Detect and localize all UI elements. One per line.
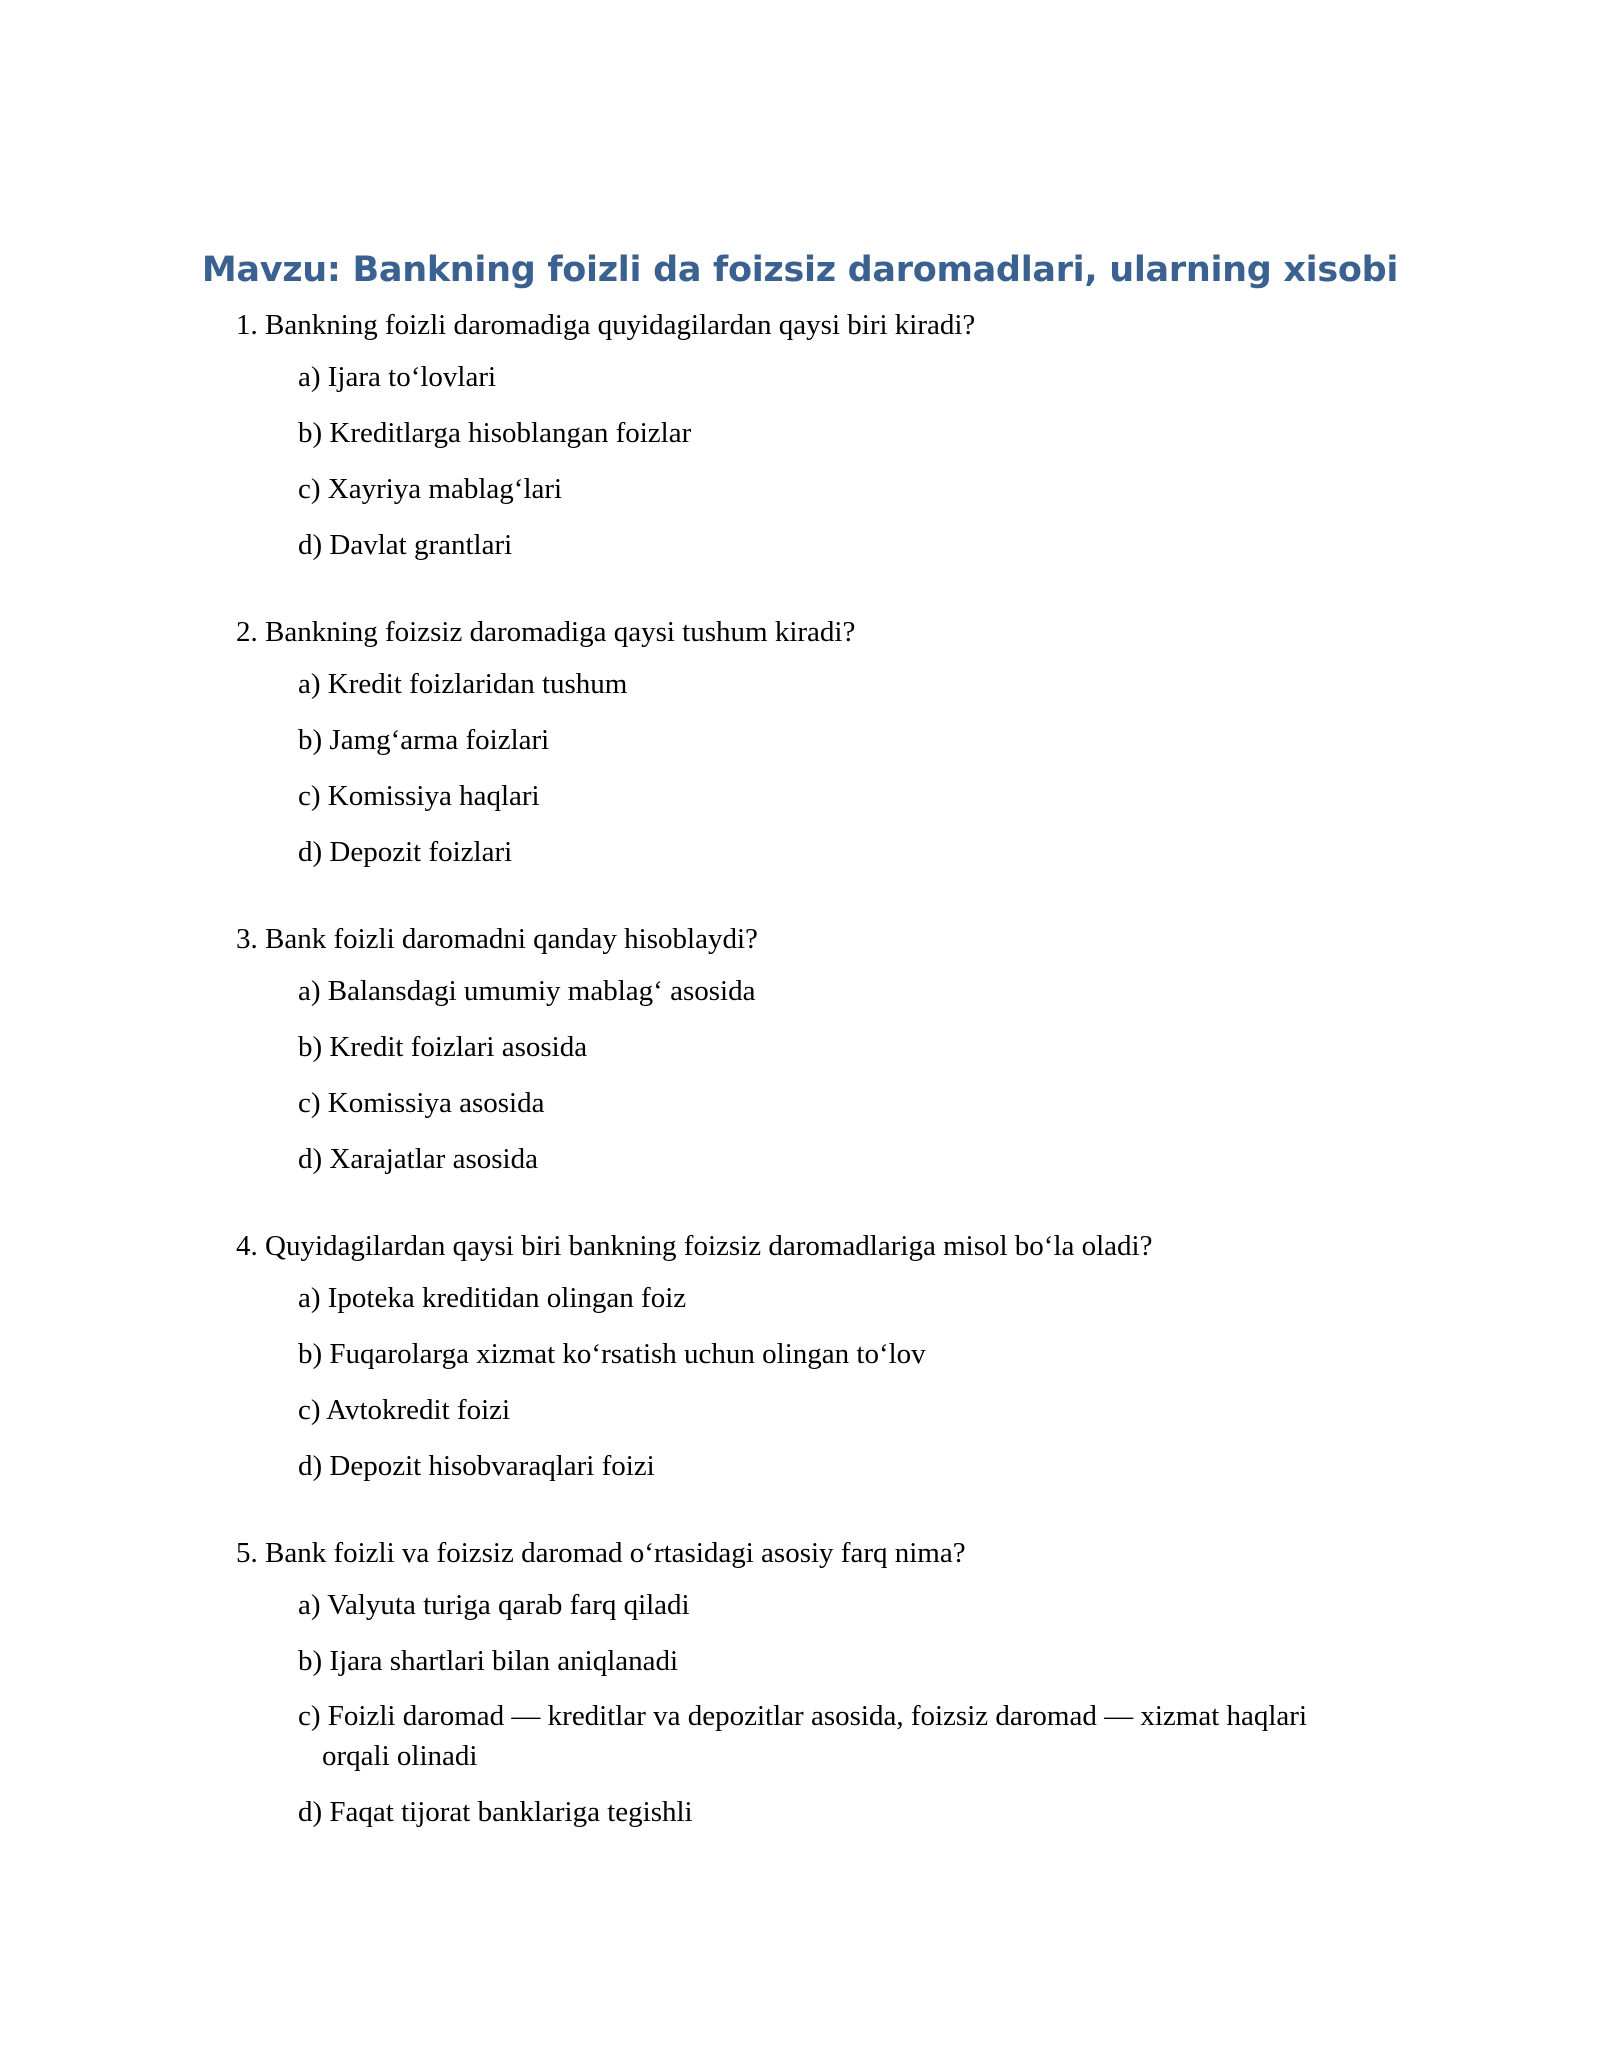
document-title: Mavzu: Bankning foizli da foizsiz daromadlari, ularning xisobi xyxy=(201,250,1399,290)
answer-option: d) Depozit hisobvaraqlari foizi xyxy=(298,1449,655,1482)
answer-option: c) Komissiya haqlari xyxy=(298,779,540,812)
answer-option: d) Depozit foizlari xyxy=(298,835,513,868)
answer-option: b) Fuqarolarga xizmat ko‘rsatish uchun olingan to‘lov xyxy=(298,1337,926,1370)
question-item xyxy=(236,308,1366,566)
answer-option: b) Kredit foizlari asosida xyxy=(298,1030,588,1063)
option-list xyxy=(236,663,1366,873)
question-list xyxy=(236,308,1366,1882)
answer-option: c) Avtokredit foizi xyxy=(298,1393,511,1426)
question-item xyxy=(236,1536,1366,1833)
answer-option: a) Valyuta turiga qarab farq qiladi xyxy=(298,1588,690,1621)
answer-option: a) Kredit foizlaridan tushum xyxy=(298,667,628,700)
answer-option: b) Kreditlarga hisoblangan foizlar xyxy=(298,416,692,449)
answer-option: c) Foizli daromad — kreditlar va depozitlar asosida, foizsiz daromad — xizmat haqlari orqali olinadi xyxy=(298,1699,1308,1773)
question-item xyxy=(236,615,1366,873)
option-list xyxy=(236,1584,1366,1833)
answer-option: b) Ijara shartlari bilan aniqlanadi xyxy=(298,1644,679,1677)
answer-option: c) Xayriya mablag‘lari xyxy=(298,472,563,505)
answer-option: c) Komissiya asosida xyxy=(298,1086,545,1119)
question-text: 4. Quyidagilardan qaysi biri bankning foizsiz daromadlariga misol bo‘la oladi? xyxy=(236,1229,1153,1262)
question-item xyxy=(236,1229,1366,1487)
option-list xyxy=(236,356,1366,566)
answer-option: d) Davlat grantlari xyxy=(298,528,513,561)
option-list xyxy=(236,1277,1366,1487)
answer-option: b) Jamg‘arma foizlari xyxy=(298,723,550,756)
question-item xyxy=(236,922,1366,1180)
question-text: 3. Bank foizli daromadni qanday hisoblaydi? xyxy=(236,922,758,955)
answer-option: a) Ipoteka kreditidan olingan foiz xyxy=(298,1281,687,1314)
answer-option: a) Balansdagi umumiy mablag‘ asosida xyxy=(298,974,756,1007)
option-list xyxy=(236,970,1366,1180)
answer-option: d) Xarajatlar asosida xyxy=(298,1142,538,1175)
answer-option: d) Faqat tijorat banklariga tegishli xyxy=(298,1796,693,1829)
answer-option: a) Ijara to‘lovlari xyxy=(298,360,497,393)
question-text: 2. Bankning foizsiz daromadiga qaysi tushum kiradi? xyxy=(236,615,856,648)
question-text: 1. Bankning foizli daromadiga quyidagilardan qaysi biri kiradi? xyxy=(236,309,976,341)
question-text: 5. Bank foizli va foizsiz daromad o‘rtasidagi asosiy farq nima? xyxy=(236,1536,966,1569)
